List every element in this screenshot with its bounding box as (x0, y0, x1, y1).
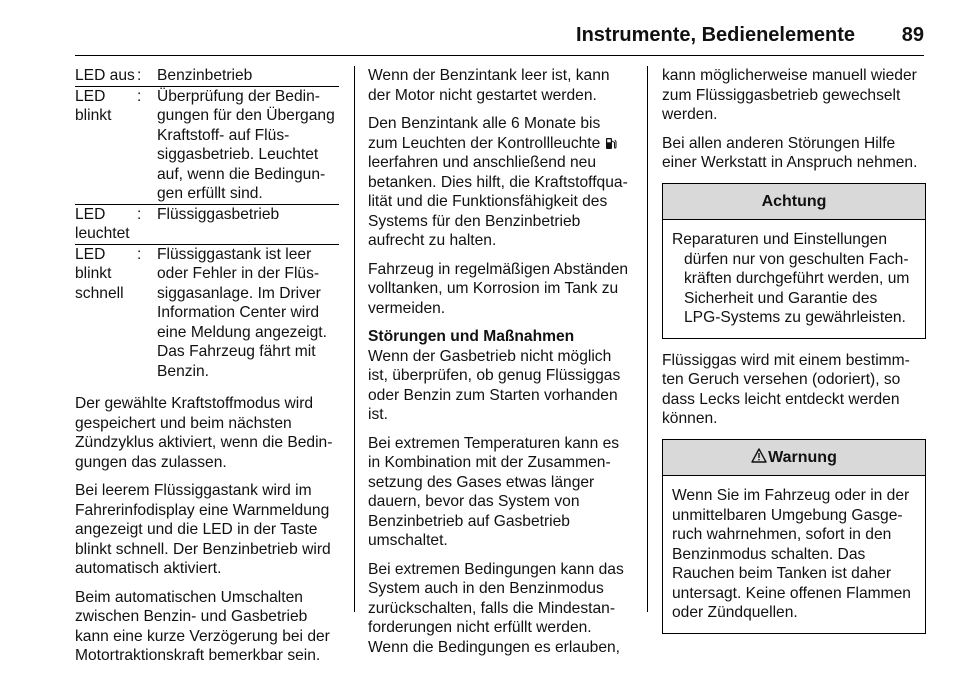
paragraph: Wenn der Benzintank leer ist, kann der Motor nicht gestartet werden. (368, 67, 610, 104)
column-1 (75, 66, 339, 675)
led-state-meaning: Überprüfung der Bedingungen für den Übergang Kraftstoff- auf Flüssiggasbetrieb. Leuchtet auf, wenn die Bedingungen erfüllt sind. (153, 86, 339, 204)
paragraph: Bei allen anderen Störungen Hilfe einer Werkstatt in Anspruch nehmen. (662, 134, 918, 171)
paragraph-with-icon (368, 114, 633, 251)
column-2 (368, 66, 633, 666)
warning-triangle-icon (751, 448, 767, 463)
led-table (75, 66, 339, 381)
paragraph-text: leerfahren und anschließend neu betanken. Dies hilft, die Kraftstoffqualität und die Funktionsfähigkeit des Systems für den Benzinbetrieb aufrecht zu halten. (368, 154, 628, 249)
led-status-table (75, 66, 339, 381)
paragraph: Bei extremen Temperaturen kann es in Kombination mit der Zusammensetzung des Gases etwas länger dauern, bevor das System von Benzinbetrieb auf Gasbetrieb umschaltet. (368, 434, 620, 549)
led-separator: : (137, 66, 153, 86)
paragraph: Bei leerem Flüssiggastank wird im Fahrerinfodisplay eine Warnmeldung angezeigt und die LED in der Taste blinkt schnell. Der Benzinbetrieb wird automatisch aktiviert. (75, 482, 331, 577)
led-separator: : (137, 204, 153, 244)
led-separator: : (137, 245, 142, 263)
paragraph: Bei extremen Bedingungen kann das System auch in den Benzinmodus zurückschalten, falls die Mindestanforderungen nicht erfüllt werden. Wenn die Bedingungen es erlauben, (368, 560, 624, 656)
led-table-row (75, 204, 339, 244)
led-table-row (75, 66, 339, 86)
fuel-pump-icon (605, 136, 617, 150)
caution-text: Reparaturen und Einstellungen dürfen nur von geschulten Fachkräften durchgeführt werden, um Sicherheit und Garantie des LPG-Systems zu gewährleisten. (672, 231, 910, 326)
paragraph: Fahrzeug in regelmäßigen Abständen volltanken, um Korrosion im Tank zu vermeiden. (368, 260, 629, 317)
paragraph: Flüssiggas wird mit einem bestimmten Geruch versehen (odoriert), so dass Lecks leicht entdeckt werden können. (662, 351, 910, 427)
warning-header (663, 440, 925, 477)
led-table-row (75, 86, 339, 204)
paragraph: kann möglicherweise manuell wieder zum Flüssiggasbetrieb gewechselt werden. (662, 67, 917, 123)
led-table-row (75, 244, 339, 381)
led-state-meaning: Benzinbetrieb (153, 66, 339, 86)
subheading: Störungen und Maßnahmen (368, 328, 575, 345)
column-divider (647, 66, 648, 612)
header-title: Instrumente, Bedienelemente (576, 24, 855, 46)
led-state-label: LED blinkt (75, 86, 137, 204)
caution-box (662, 183, 926, 339)
led-state-meaning: Flüssiggasbetrieb (153, 204, 339, 244)
page-number: 89 (901, 24, 924, 46)
warning-box (662, 439, 926, 634)
paragraph: Der gewählte Kraftstoffmodus wird gespeichert und beim nächsten Zündzyklus aktiviert, wenn die Bedingungen das zulassen. (75, 395, 333, 471)
led-state-label: LED blinkt schnell (75, 245, 124, 302)
column-3 (662, 66, 926, 646)
warning-body (663, 476, 925, 633)
led-separator: : (137, 86, 153, 204)
warning-text: Wenn Sie im Fahrzeug oder in der unmittelbaren Umgebung Gasgeruch wahrnehmen, sofort in den Benzinmodus schalten. Das Rauchen beim Tanken ist daher untersagt. Keine offenen Flammen oder Zündquellen. (672, 487, 911, 621)
warning-title: Warnung (768, 448, 837, 466)
led-state-label: LED leuchtet (75, 204, 137, 244)
led-state-meaning: Flüssiggastank ist leer oder Fehler in der Flüssiggasanlage. Im Driver Information Center wird eine Meldung angezeigt. Das Fahrzeug fährt mit Benzin. (157, 245, 327, 380)
caution-title: Achtung (663, 184, 925, 221)
paragraph: Wenn der Gasbetrieb nicht möglich ist, überprüfen, ob genug Flüssiggas oder Benzin zum Starten vorhanden ist. (368, 347, 621, 423)
paragraph: Beim automatischen Umschalten zwischen Benzin- und Gasbetrieb kann eine kurze Verzögerung bei der Motortraktionskraft bemerkbar sein. (75, 588, 330, 664)
column-divider (354, 66, 355, 612)
page-header (0, 0, 960, 58)
paragraph-text: Den Benzintank alle 6 Monate bis zum Leuchten der Kontrollleuchte (368, 115, 601, 152)
led-state-label: LED aus (75, 66, 137, 86)
header-rule (75, 55, 924, 56)
caution-body (663, 220, 925, 338)
